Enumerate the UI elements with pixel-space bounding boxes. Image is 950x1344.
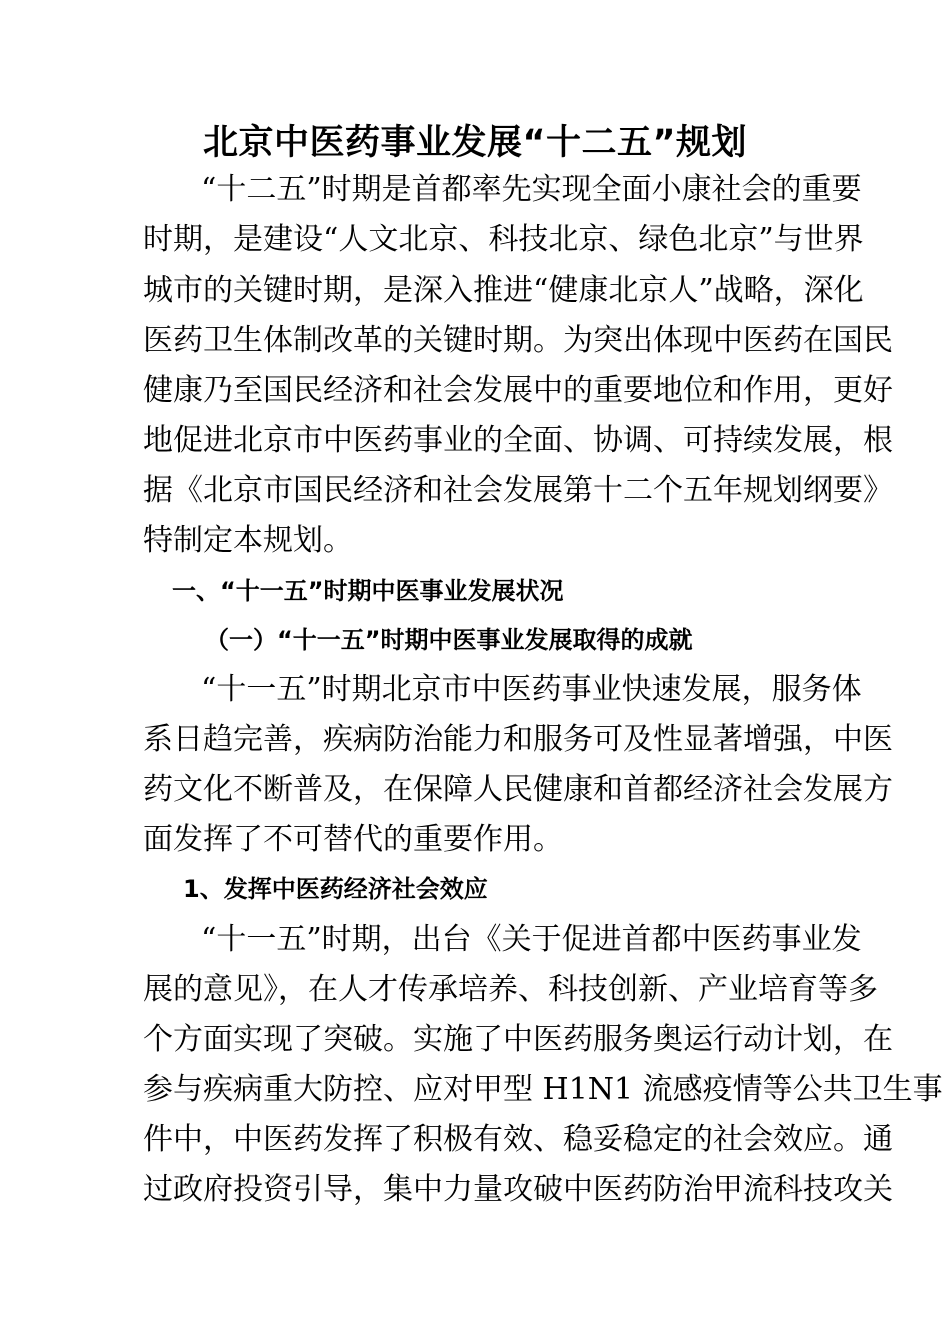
intro-line-2: 时期，是建设“人文北京、科技北京、绿色北京”与世界 bbox=[143, 222, 864, 257]
section-1-heading: 一、“十一五”时期中医事业发展状况 bbox=[172, 577, 564, 605]
item-1-line-6: 过政府投资引导，集中力量攻破中医药防治甲流科技攻关 bbox=[143, 1172, 893, 1207]
item-1-line-5: 件中，中医药发挥了积极有效、稳妥稳定的社会效应。通 bbox=[143, 1122, 893, 1157]
intro-line-7: 据《北京市国民经济和社会发展第十二个五年规划纲要》 bbox=[143, 473, 893, 508]
subsection-1-line-4: 面发挥了不可替代的重要作用。 bbox=[143, 822, 563, 857]
subsection-1-line-2: 系日趋完善，疾病防治能力和服务可及性显著增强，中医 bbox=[143, 722, 893, 757]
document-title: 北京中医药事业发展“十二五”规划 bbox=[202, 123, 747, 163]
intro-line-8: 特制定本规划。 bbox=[143, 523, 353, 558]
intro-line-4: 医药卫生体制改革的关键时期。为突出体现中医药在国民 bbox=[143, 323, 893, 358]
item-1-line-3: 个方面实现了突破。实施了中医药服务奥运行动计划，在 bbox=[143, 1022, 893, 1057]
intro-line-6: 地促进北京市中医药事业的全面、协调、可持续发展，根 bbox=[143, 423, 893, 458]
subsection-1-line-3: 药文化不断普及，在保障人民健康和首都经济社会发展方 bbox=[143, 772, 893, 807]
item-1-line-4: 参与疾病重大防控、应对甲型 H1N1 流感疫情等公共卫生事 bbox=[143, 1072, 943, 1107]
item-1-heading: 1、发挥中医药经济社会效应 bbox=[183, 875, 488, 903]
intro-line-5: 健康乃至国民经济和社会发展中的重要地位和作用，更好 bbox=[143, 373, 893, 408]
item-1-line-1: “十一五”时期，出台《关于促进首都中医药事业发 bbox=[201, 922, 862, 957]
intro-line-3: 城市的关键时期，是深入推进“健康北京人”战略，深化 bbox=[143, 273, 864, 308]
subsection-1-line-1: “十一五”时期北京市中医药事业快速发展，服务体 bbox=[201, 672, 862, 707]
intro-line-1: “十二五”时期是首都率先实现全面小康社会的重要 bbox=[201, 172, 862, 207]
item-1-line-2: 展的意见》，在人才传承培养、科技创新、产业培育等多 bbox=[143, 972, 878, 1007]
subsection-1-heading: （一）“十一五”时期中医事业发展取得的成就 bbox=[205, 626, 693, 654]
